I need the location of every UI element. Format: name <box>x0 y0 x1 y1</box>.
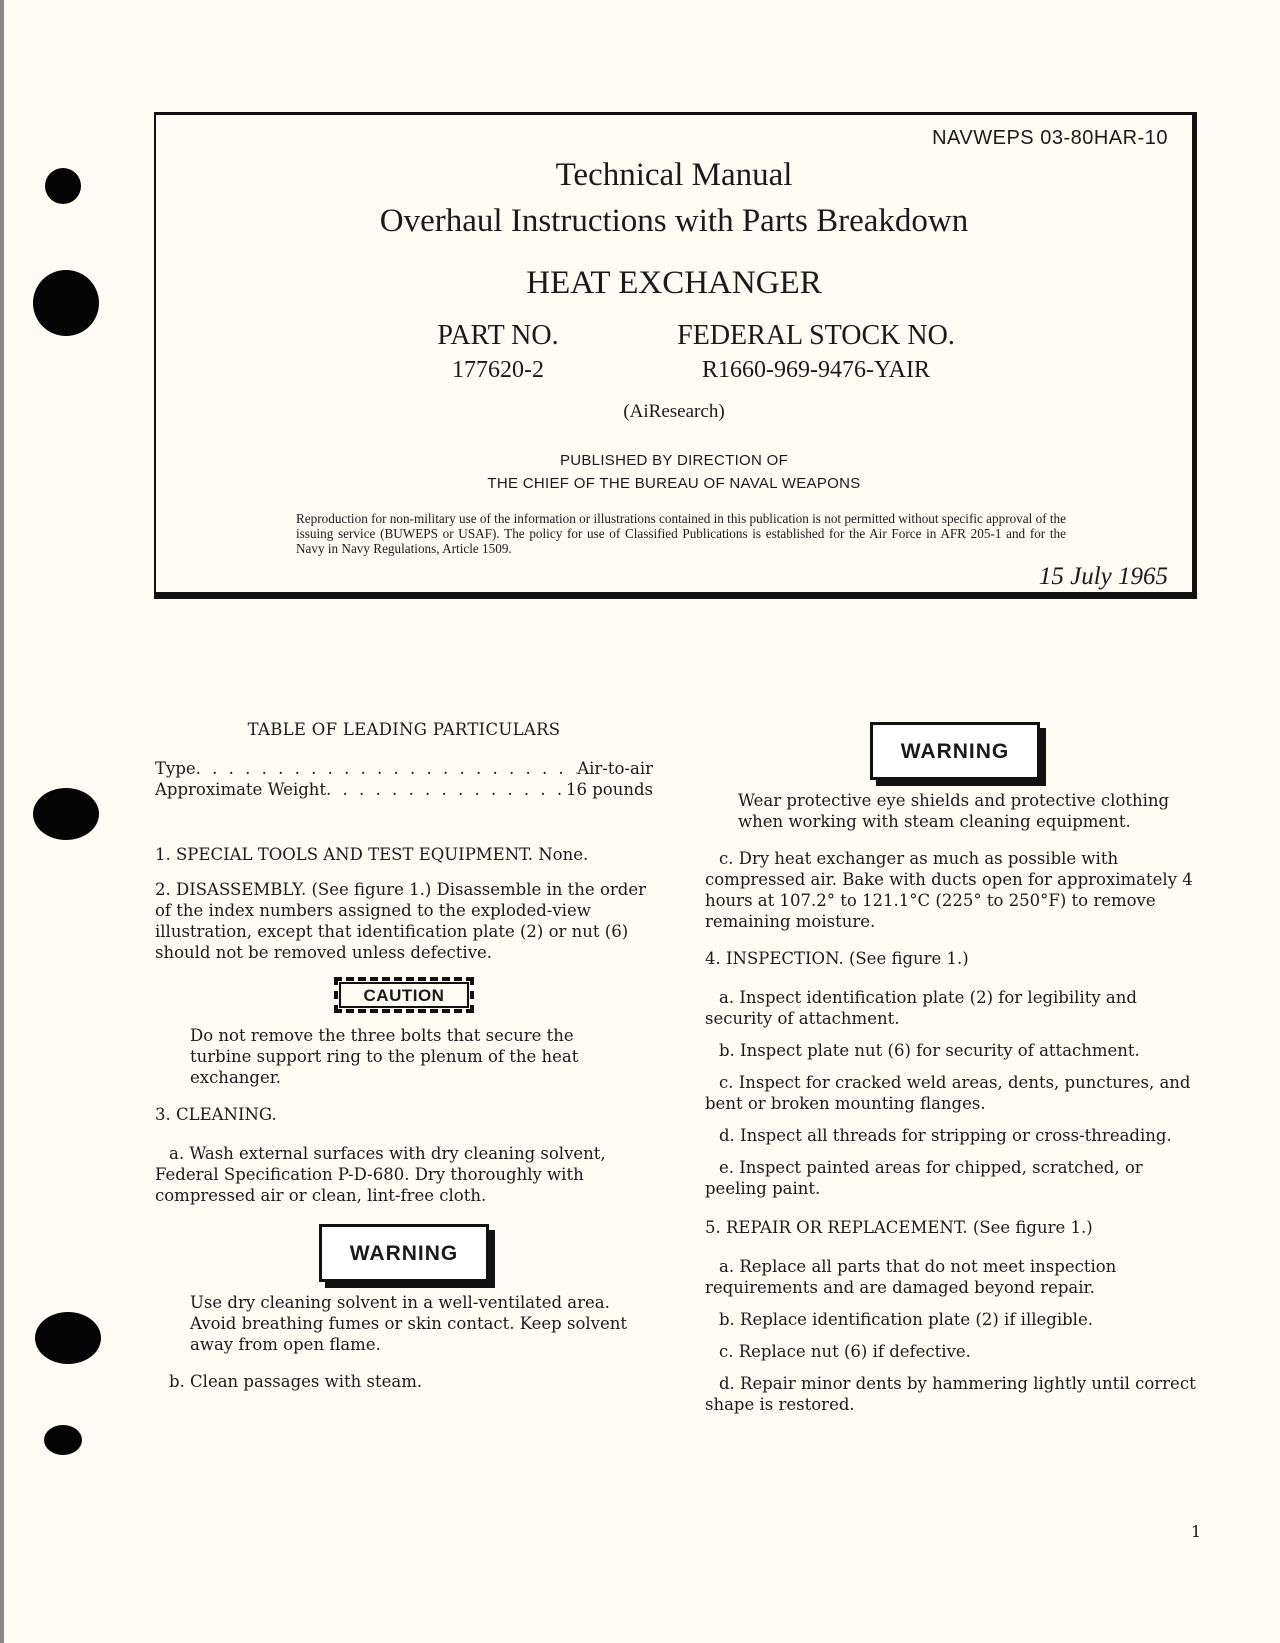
warning-badge: WARNING <box>870 722 1040 780</box>
repair-step: d. Repair minor dents by hammering lightly until correct shape is restored. <box>705 1374 1196 1414</box>
warning-badge: WARNING <box>319 1224 489 1282</box>
particulars-row: Type . . . Air-to-air <box>155 758 653 779</box>
stock-number-value: R1660-969-9476-YAIR <box>702 357 930 383</box>
cleaning-step-b: b. Clean passages with steam. <box>169 1372 423 1391</box>
cleaning-step-c: c. Dry heat exchanger as much as possible with compressed air. Bake with ducts open for approximately 4 hours at 107.2° to 121.1°C (225° to 250°F) to remove remaining moisture. <box>705 849 1193 931</box>
caution-badge: CAUTION <box>334 977 474 1013</box>
inspection-step: e. Inspect painted areas for chipped, scratched, or peeling paint. <box>705 1158 1143 1198</box>
leader-dots <box>196 758 578 779</box>
repair-step: c. Replace nut (6) if defective. <box>719 1342 971 1361</box>
section-cleaning-heading: 3. CLEANING. <box>155 1105 277 1124</box>
punch-hole <box>45 168 81 204</box>
part-number-label: PART NO. <box>437 320 559 351</box>
inspection-step: c. Inspect for cracked weld areas, dents, punctures, and bent or broken mounting flanges. <box>705 1073 1191 1113</box>
inspection-step: a. Inspect identification plate (2) for legibility and security of attachment. <box>705 988 1137 1028</box>
inspection-step: b. Inspect plate nut (6) for security of attachment. <box>719 1041 1140 1060</box>
stock-number-label: FEDERAL STOCK NO. <box>677 320 955 351</box>
manual-subtitle: Overhaul Instructions with Parts Breakdown <box>379 203 969 239</box>
section-repair-heading: 5. REPAIR OR REPLACEMENT. (See figure 1.) <box>705 1218 1093 1237</box>
caution-text: Do not remove the three bolts that secure the turbine support ring to the plenum of the heat exchanger. <box>190 1026 579 1087</box>
section-inspection-heading: 4. INSPECTION. (See figure 1.) <box>705 949 969 968</box>
punch-hole <box>33 270 99 336</box>
part-number-value: 177620-2 <box>452 357 544 383</box>
left-column <box>155 719 653 1403</box>
manual-type: Technical Manual <box>555 157 793 193</box>
punch-hole <box>33 788 99 840</box>
right-column <box>705 722 1205 1426</box>
cleaning-step-a: a. Wash external surfaces with dry cleaning solvent, Federal Specification P-D-680. Dry thoroughly with compressed air or clean, lint-free cloth. <box>155 1144 606 1205</box>
equipment-title: HEAT EXCHANGER <box>526 265 822 301</box>
publisher-statement: PUBLISHED BY DIRECTION OF THE CHIEF OF THE BUREAU OF NAVAL WEAPONS <box>487 452 861 492</box>
particulars-row: Approximate Weight . . . 16 pounds <box>155 779 653 800</box>
leader-dots <box>326 779 566 800</box>
punch-hole <box>44 1425 82 1455</box>
punch-hole <box>35 1312 101 1364</box>
inspection-step: d. Inspect all threads for stripping or cross-threading. <box>719 1126 1172 1145</box>
title-block <box>154 112 1197 599</box>
warning-text: Wear protective eye shields and protective clothing when working with steam cleaning equipment. <box>738 791 1170 831</box>
repair-step: a. Replace all parts that do not meet inspection requirements and are damaged beyond repair. <box>705 1257 1117 1297</box>
reproduction-notice: Reproduction for non-military use of the information or illustrations contained in this publication is not permitted without specific approval of the issuing service (BUWEPS or USAF). The policy for use of Classified Publications is established for the Air Force in AFR 205-1 and for the Navy in Navy Regulations, Article 1509. <box>296 511 1066 556</box>
leading-particulars-title: TABLE OF LEADING PARTICULARS <box>247 720 561 739</box>
publication-date: 15 July 1965 <box>1038 563 1168 590</box>
manufacturer: (AiResearch) <box>623 401 725 422</box>
repair-step: b. Replace identification plate (2) if illegible. <box>719 1310 1093 1329</box>
document-number: NAVWEPS 03-80HAR-10 <box>932 127 1168 149</box>
section-disassembly: 2. DISASSEMBLY. (See figure 1.) Disassemble in the order of the index numbers assigned to the exploded-view illustration, except that identification plate (2) or nut (6) should not be removed unless defective. <box>155 880 646 962</box>
part-number-block <box>418 319 578 387</box>
stock-number-block <box>636 319 996 387</box>
section-special-tools: 1. SPECIAL TOOLS AND TEST EQUIPMENT. None. <box>155 845 589 864</box>
page-number: 1 <box>1191 1522 1202 1541</box>
warning-text: Use dry cleaning solvent in a well-ventilated area. Avoid breathing fumes or skin contact. Keep solvent away from open flame. <box>190 1293 628 1354</box>
page-binding-edge <box>0 0 4 1643</box>
